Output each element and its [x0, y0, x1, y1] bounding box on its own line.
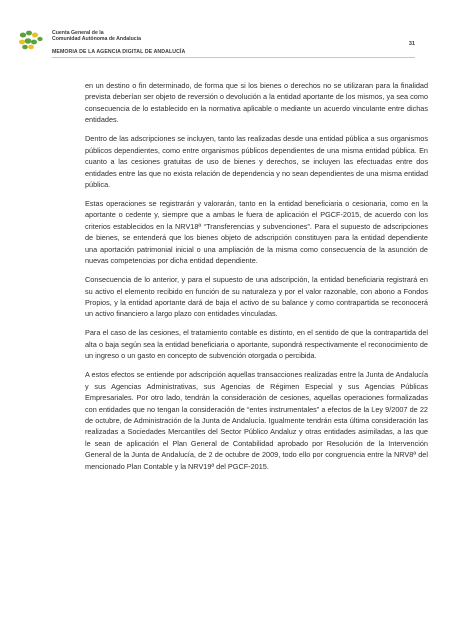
page-header: [0, 0, 452, 62]
logo-mark: [32, 33, 38, 38]
header-divider: [52, 57, 415, 58]
logo-mark: [22, 45, 28, 49]
paragraph-2: Dentro de las adscripciones se incluyen, tanto las realizadas desde una entidad pública a sus organismos públicos dependientes, como entre organismos públicos dependientes de una misma entidad pública. En cuanto a las cesiones gratuitas de uso de bienes y derechos, se incluyen las efectuadas entre dos entidades entre las que no exista relación de dependencia y no sean dependientes de una misma entidad pública.: [85, 134, 428, 189]
logo-mark: [31, 40, 37, 45]
document-title: MEMORIA DE LA AGENCIA DIGITAL DE ANDALUCÍA: [52, 49, 186, 55]
organization-line-1: Cuenta General de la: [52, 30, 104, 36]
paragraph-4: Consecuencia de lo anterior, y para el supuesto de una adscripción, la entidad beneficiaria registrará en su activo el elemento recibido en función de su naturaleza y por el valor razonable, con abono a Fondos Propios, y la entidad aportante dará de baja el activo de su balance y como contrapartida se reconocerá un activo financiero a largo plazo con entidades vinculadas.: [85, 275, 428, 319]
document-body: [85, 80, 428, 480]
logo-mark: [19, 40, 25, 45]
paragraph-1: en un destino o fin determinado, de forma que si los bienes o derechos no se utilizaran para la finalidad prevista deberían ser objeto de reversión o devolución a la entidad aportante de los mismos, ya sea como consecuencia de lo establecido en la normativa aplicable o mediante un acuerdo vinculante entre dichas entidades.: [85, 81, 428, 125]
logo-mark: [28, 45, 34, 50]
paragraph-6: A estos efectos se entiende por adscripción aquellas transacciones realizadas entre la Junta de Andalucía y sus Agencias Administrativas, sus Agencias de Régimen Especial y sus Agencias Públicas Empresariales. Por otro lado, tendrán la consideración de cesiones, aquellas operaciones formalizadas con entidades que no tengan la consideración de “entes instrumentales” a efectos de la Ley 9/2007 de 22 de octubre, de Administración de la Junta de Andalucía. Igualmente tendrán esta última consideración las realizadas a Sociedades Mercantiles del Sector Público Andaluz y otras entidades asimiladas, a las que le sean de aplicación el Plan General de Contabilidad aprobado por Resolución de la Intervención General de la Junta de Andalucía, de 2 de octubre de 2009, todo ello por congruencia entre la NRV8ª del mencionado Plan Contable y la NRV19ª del PGCF-2015.: [85, 370, 428, 471]
organization-line-2: Comunidad Autónoma de Andalucía: [52, 36, 141, 42]
logo-mark: [25, 38, 32, 43]
junta-andalucia-logo-icon: [18, 29, 48, 51]
organization-name: [52, 30, 141, 42]
page-number: 31: [408, 41, 415, 47]
logo-mark: [26, 31, 32, 36]
logo-mark: [20, 32, 26, 37]
logo-mark: [37, 37, 42, 41]
paragraph-5: Para el caso de las cesiones, el tratamiento contable es distinto, en el sentido de que la contrapartida del alta o baja según sea la entidad beneficiaria o aportante, supondrá respectivamente el reconocimiento de un ingreso o un gasto en concepto de subvención otorgada o percibida.: [85, 328, 428, 361]
paragraph-3: Estas operaciones se registrarán y valorarán, tanto en la entidad beneficiaria o cesionaria, como en la aportante o cedente y, siempre que a ambas le fuera de aplicación el PGCF-2015, de acuerdo con los criterios establecidos en la NRV18ª “Transferencias y subvenciones”. Para el supuesto de adscripciones de bienes, se entenderá que los bienes objeto de adscripción constituyen para la entidad dependiente una aportación patrimonial inicial o una ampliación de la misma como consecuencia de la asunción de nuevas competencias por dicha entidad dependiente.: [85, 199, 428, 266]
